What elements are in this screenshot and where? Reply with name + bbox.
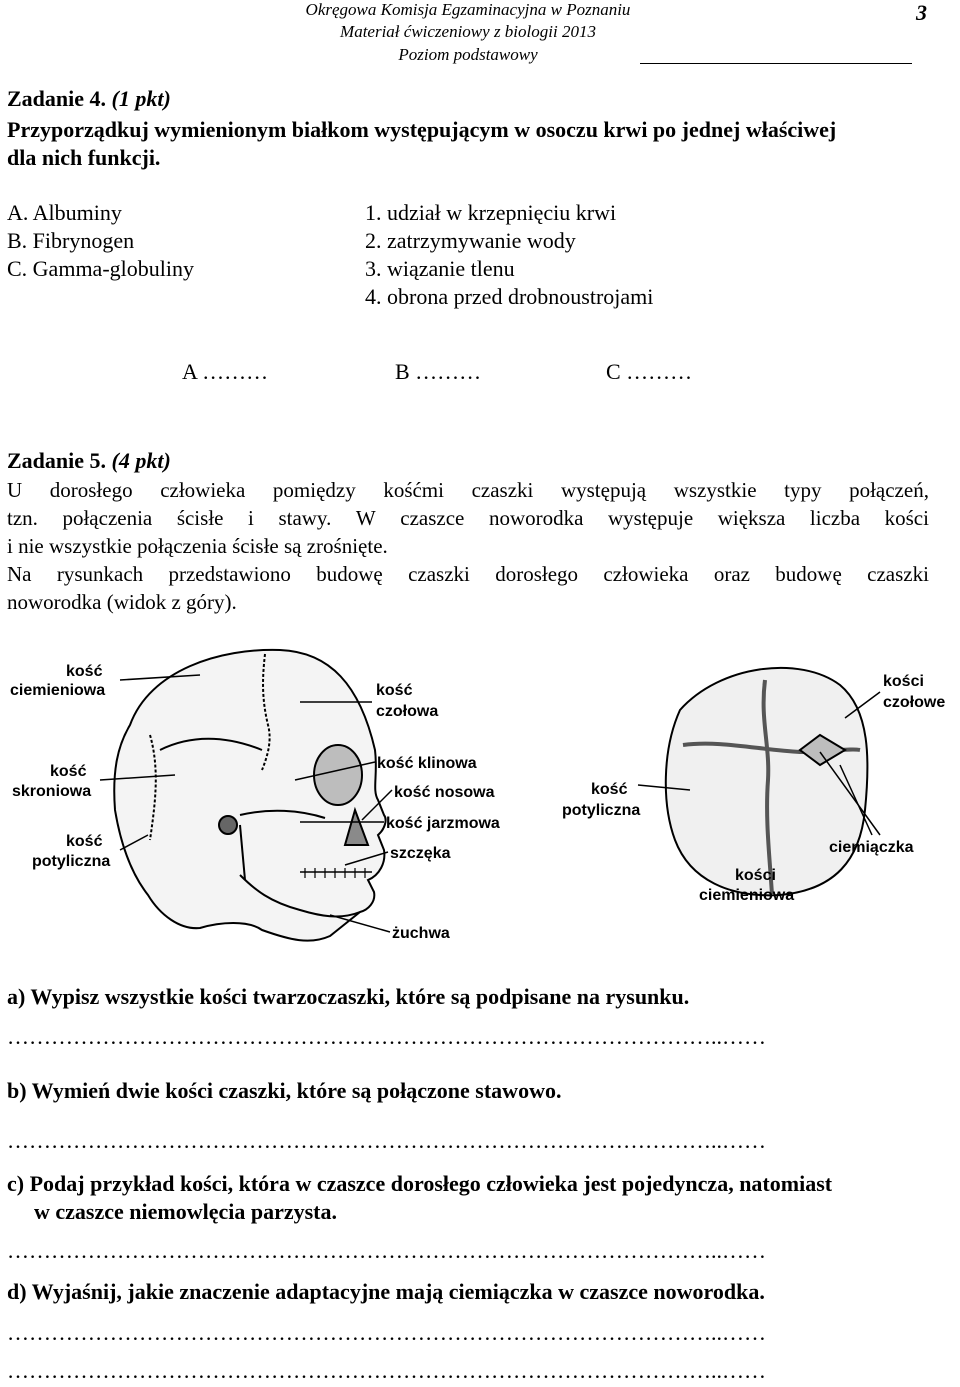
protein-item: A. Albuminy (7, 200, 122, 225)
answer-line-b[interactable]: ……………………………………………………………………………………..…… (7, 1128, 766, 1153)
answer-b[interactable]: B ……… (395, 359, 482, 384)
answer-a[interactable]: A ……… (182, 359, 269, 384)
function-item: 1. udział w krzepnięciu krwi (365, 200, 617, 225)
answer-line-d2[interactable]: ……………………………………………………………………………………..…… (7, 1358, 766, 1383)
adult-skull-drawing (114, 650, 385, 941)
page-number: 3 (916, 0, 927, 25)
question-c-line2: w czaszce niemowlęcia parzysta. (34, 1199, 338, 1224)
label-ciemiaczka: ciemiączka (829, 839, 914, 856)
protein-list (7, 199, 194, 283)
task5-points: (4 pkt) (111, 448, 171, 473)
label-ciemieniowa-2: ciemieniowa (10, 682, 106, 699)
task5-para1-line1: U dorosłego człowieka pomiędzy kośćmi czaszki występują wszystkie typy połączeń, (7, 478, 929, 502)
task5-para1-line2: tzn. połączenia ścisłe i stawy. W czaszce noworodka występuje większa liczba kości (7, 506, 929, 530)
header-institution: Okręgowa Komisja Egzaminacyjna w Poznaniu (305, 0, 631, 19)
label-zuchwa: żuchwa (392, 925, 450, 942)
question-d: d) Wyjaśnij, jakie znaczenie adaptacyjne mają ciemiączka w czaszce noworodka. (7, 1279, 765, 1304)
function-item: 3. wiązanie tlenu (365, 256, 515, 281)
task5-para2-line2: noworodka (widok z góry). (7, 590, 237, 614)
function-item: 2. zatrzymywanie wody (365, 228, 576, 253)
label-szczeka: szczęka (390, 845, 451, 862)
label-nb-potyliczna-2: potyliczna (562, 802, 641, 819)
task4-heading (7, 86, 171, 112)
label-nb-potyliczna-1: kość (591, 781, 628, 798)
question-b: b) Wymień dwie kości czaszki, które są połączone stawowo. (7, 1078, 562, 1103)
label-potyliczna-1: kość (66, 833, 103, 850)
task4-instruction-2: dla nich funkcji. (7, 145, 161, 170)
task4-points: (1 pkt) (111, 86, 171, 111)
label-czolowe-2: czołowe (883, 694, 946, 711)
label-potyliczna-2: potyliczna (32, 853, 111, 870)
label-czolowe-1: kości (883, 673, 924, 690)
header-material: Materiał ćwiczeniowy z biologii 2013 (340, 22, 596, 41)
task5-para2-line1: Na rysunkach przedstawiono budowę czaszki dorosłego człowieka oraz budowę czaszki (7, 562, 929, 586)
task5-para1-line3: i nie wszystkie połączenia ścisłe są zrośnięte. (7, 534, 388, 558)
answer-line-a[interactable]: ……………………………………………………………………………………..…… (7, 1024, 766, 1049)
function-list (365, 199, 653, 311)
protein-item: B. Fibrynogen (7, 228, 135, 253)
label-nosowa: kość nosowa (394, 784, 495, 801)
label-nb-ciemieniowa-2: ciemieniowa (699, 887, 795, 904)
label-ciemieniowa-1: kość (66, 663, 103, 680)
question-a: a) Wypisz wszystkie kości twarzoczaszki, które są podpisane na rysunku. (7, 984, 690, 1009)
label-czolowa-2: czołowa (376, 703, 439, 720)
task4-instruction-1: Przyporządkuj wymienionym białkom występującym w osoczu krwi po jednej właściwej (7, 117, 837, 142)
label-nb-ciemieniowa-1: kości (735, 867, 776, 884)
protein-item: C. Gamma-globuliny (7, 256, 194, 281)
task5-heading (7, 448, 171, 474)
newborn-skull-drawing (666, 668, 868, 895)
answer-line-d1[interactable]: ……………………………………………………………………………………..…… (7, 1320, 766, 1345)
label-skroniowa-2: skroniowa (12, 783, 92, 800)
label-czolowa-1: kość (376, 682, 413, 699)
task5-title: Zadanie 5. (7, 448, 107, 473)
label-klinowa: kość klinowa (377, 755, 477, 772)
function-item: 4. obrona przed drobnoustrojami (365, 284, 654, 309)
answer-c[interactable]: C ……… (606, 359, 693, 384)
header-level: Poziom podstawowy (398, 45, 538, 64)
skull-figure (0, 640, 960, 960)
header-rule (640, 63, 912, 64)
answer-line-c[interactable]: ……………………………………………………………………………………..…… (7, 1238, 766, 1263)
label-jarzmowa: kość jarzmowa (386, 815, 500, 832)
task4-title: Zadanie 4. (7, 86, 107, 111)
label-skroniowa-1: kość (50, 763, 87, 780)
question-c-line1: c) Podaj przykład kości, która w czaszce dorosłego człowieka jest pojedyncza, natomiast (7, 1171, 833, 1196)
